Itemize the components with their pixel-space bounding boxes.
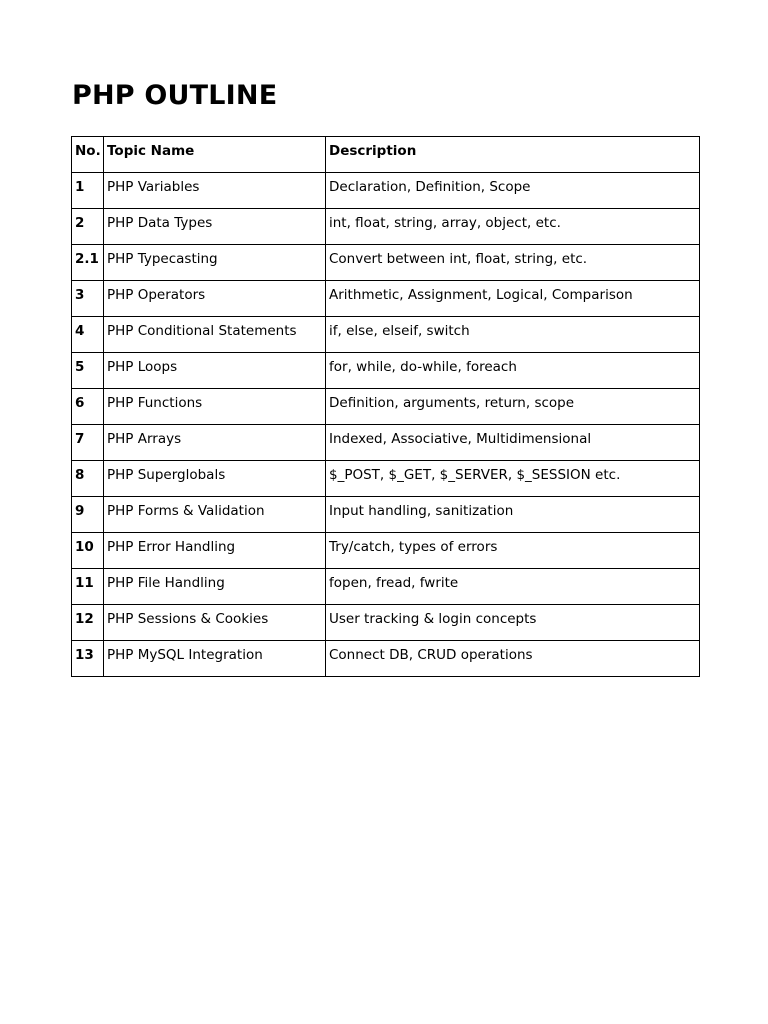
table-row <box>72 569 700 605</box>
table-row <box>72 533 700 569</box>
topic-name: PHP File Handling <box>104 569 326 605</box>
row-number: 12 <box>72 605 104 641</box>
table-row <box>72 173 700 209</box>
row-number: 9 <box>72 497 104 533</box>
table-row <box>72 641 700 677</box>
row-number: 7 <box>72 425 104 461</box>
table-row <box>72 605 700 641</box>
topic-description: Definition, arguments, return, scope <box>326 389 700 425</box>
topic-name: PHP Forms & Validation <box>104 497 326 533</box>
topic-name: PHP Superglobals <box>104 461 326 497</box>
topic-description: Convert between int, float, string, etc. <box>326 245 700 281</box>
topic-description: Indexed, Associative, Multidimensional <box>326 425 700 461</box>
topic-name: PHP Typecasting <box>104 245 326 281</box>
table-row <box>72 353 700 389</box>
topic-description: Try/catch, types of errors <box>326 533 700 569</box>
row-number: 3 <box>72 281 104 317</box>
topic-description: User tracking & login concepts <box>326 605 700 641</box>
row-number: 11 <box>72 569 104 605</box>
table-row <box>72 497 700 533</box>
row-number: 1 <box>72 173 104 209</box>
table-header-row <box>72 137 700 173</box>
row-number: 4 <box>72 317 104 353</box>
table-row <box>72 245 700 281</box>
topic-description: Input handling, sanitization <box>326 497 700 533</box>
topic-description: fopen, fread, fwrite <box>326 569 700 605</box>
row-number: 2 <box>72 209 104 245</box>
row-number: 6 <box>72 389 104 425</box>
row-number: 10 <box>72 533 104 569</box>
table-row <box>72 389 700 425</box>
topic-name: PHP Loops <box>104 353 326 389</box>
topic-description: for, while, do-while, foreach <box>326 353 700 389</box>
topic-name: PHP Variables <box>104 173 326 209</box>
row-number: 5 <box>72 353 104 389</box>
topic-name: PHP MySQL Integration <box>104 641 326 677</box>
topic-name: PHP Conditional Statements <box>104 317 326 353</box>
page-title: PHP OUTLINE <box>72 80 278 111</box>
column-header-no: No. <box>72 137 104 173</box>
table-row <box>72 425 700 461</box>
topic-name: PHP Sessions & Cookies <box>104 605 326 641</box>
topic-name: PHP Functions <box>104 389 326 425</box>
topic-description: Declaration, Definition, Scope <box>326 173 700 209</box>
topic-name: PHP Operators <box>104 281 326 317</box>
table-row <box>72 461 700 497</box>
topic-name: PHP Error Handling <box>104 533 326 569</box>
topic-name: PHP Data Types <box>104 209 326 245</box>
row-number: 13 <box>72 641 104 677</box>
topic-description: if, else, elseif, switch <box>326 317 700 353</box>
topic-description: int, float, string, array, object, etc. <box>326 209 700 245</box>
table-row <box>72 317 700 353</box>
column-header-topic: Topic Name <box>104 137 326 173</box>
topic-description: Arithmetic, Assignment, Logical, Comparison <box>326 281 700 317</box>
row-number: 8 <box>72 461 104 497</box>
topic-name: PHP Arrays <box>104 425 326 461</box>
table-row <box>72 281 700 317</box>
outline-table <box>71 136 700 677</box>
topic-description: Connect DB, CRUD operations <box>326 641 700 677</box>
column-header-description: Description <box>326 137 700 173</box>
topic-description: $_POST, $_GET, $_SERVER, $_SESSION etc. <box>326 461 700 497</box>
table-row <box>72 209 700 245</box>
row-number: 2.1 <box>72 245 104 281</box>
